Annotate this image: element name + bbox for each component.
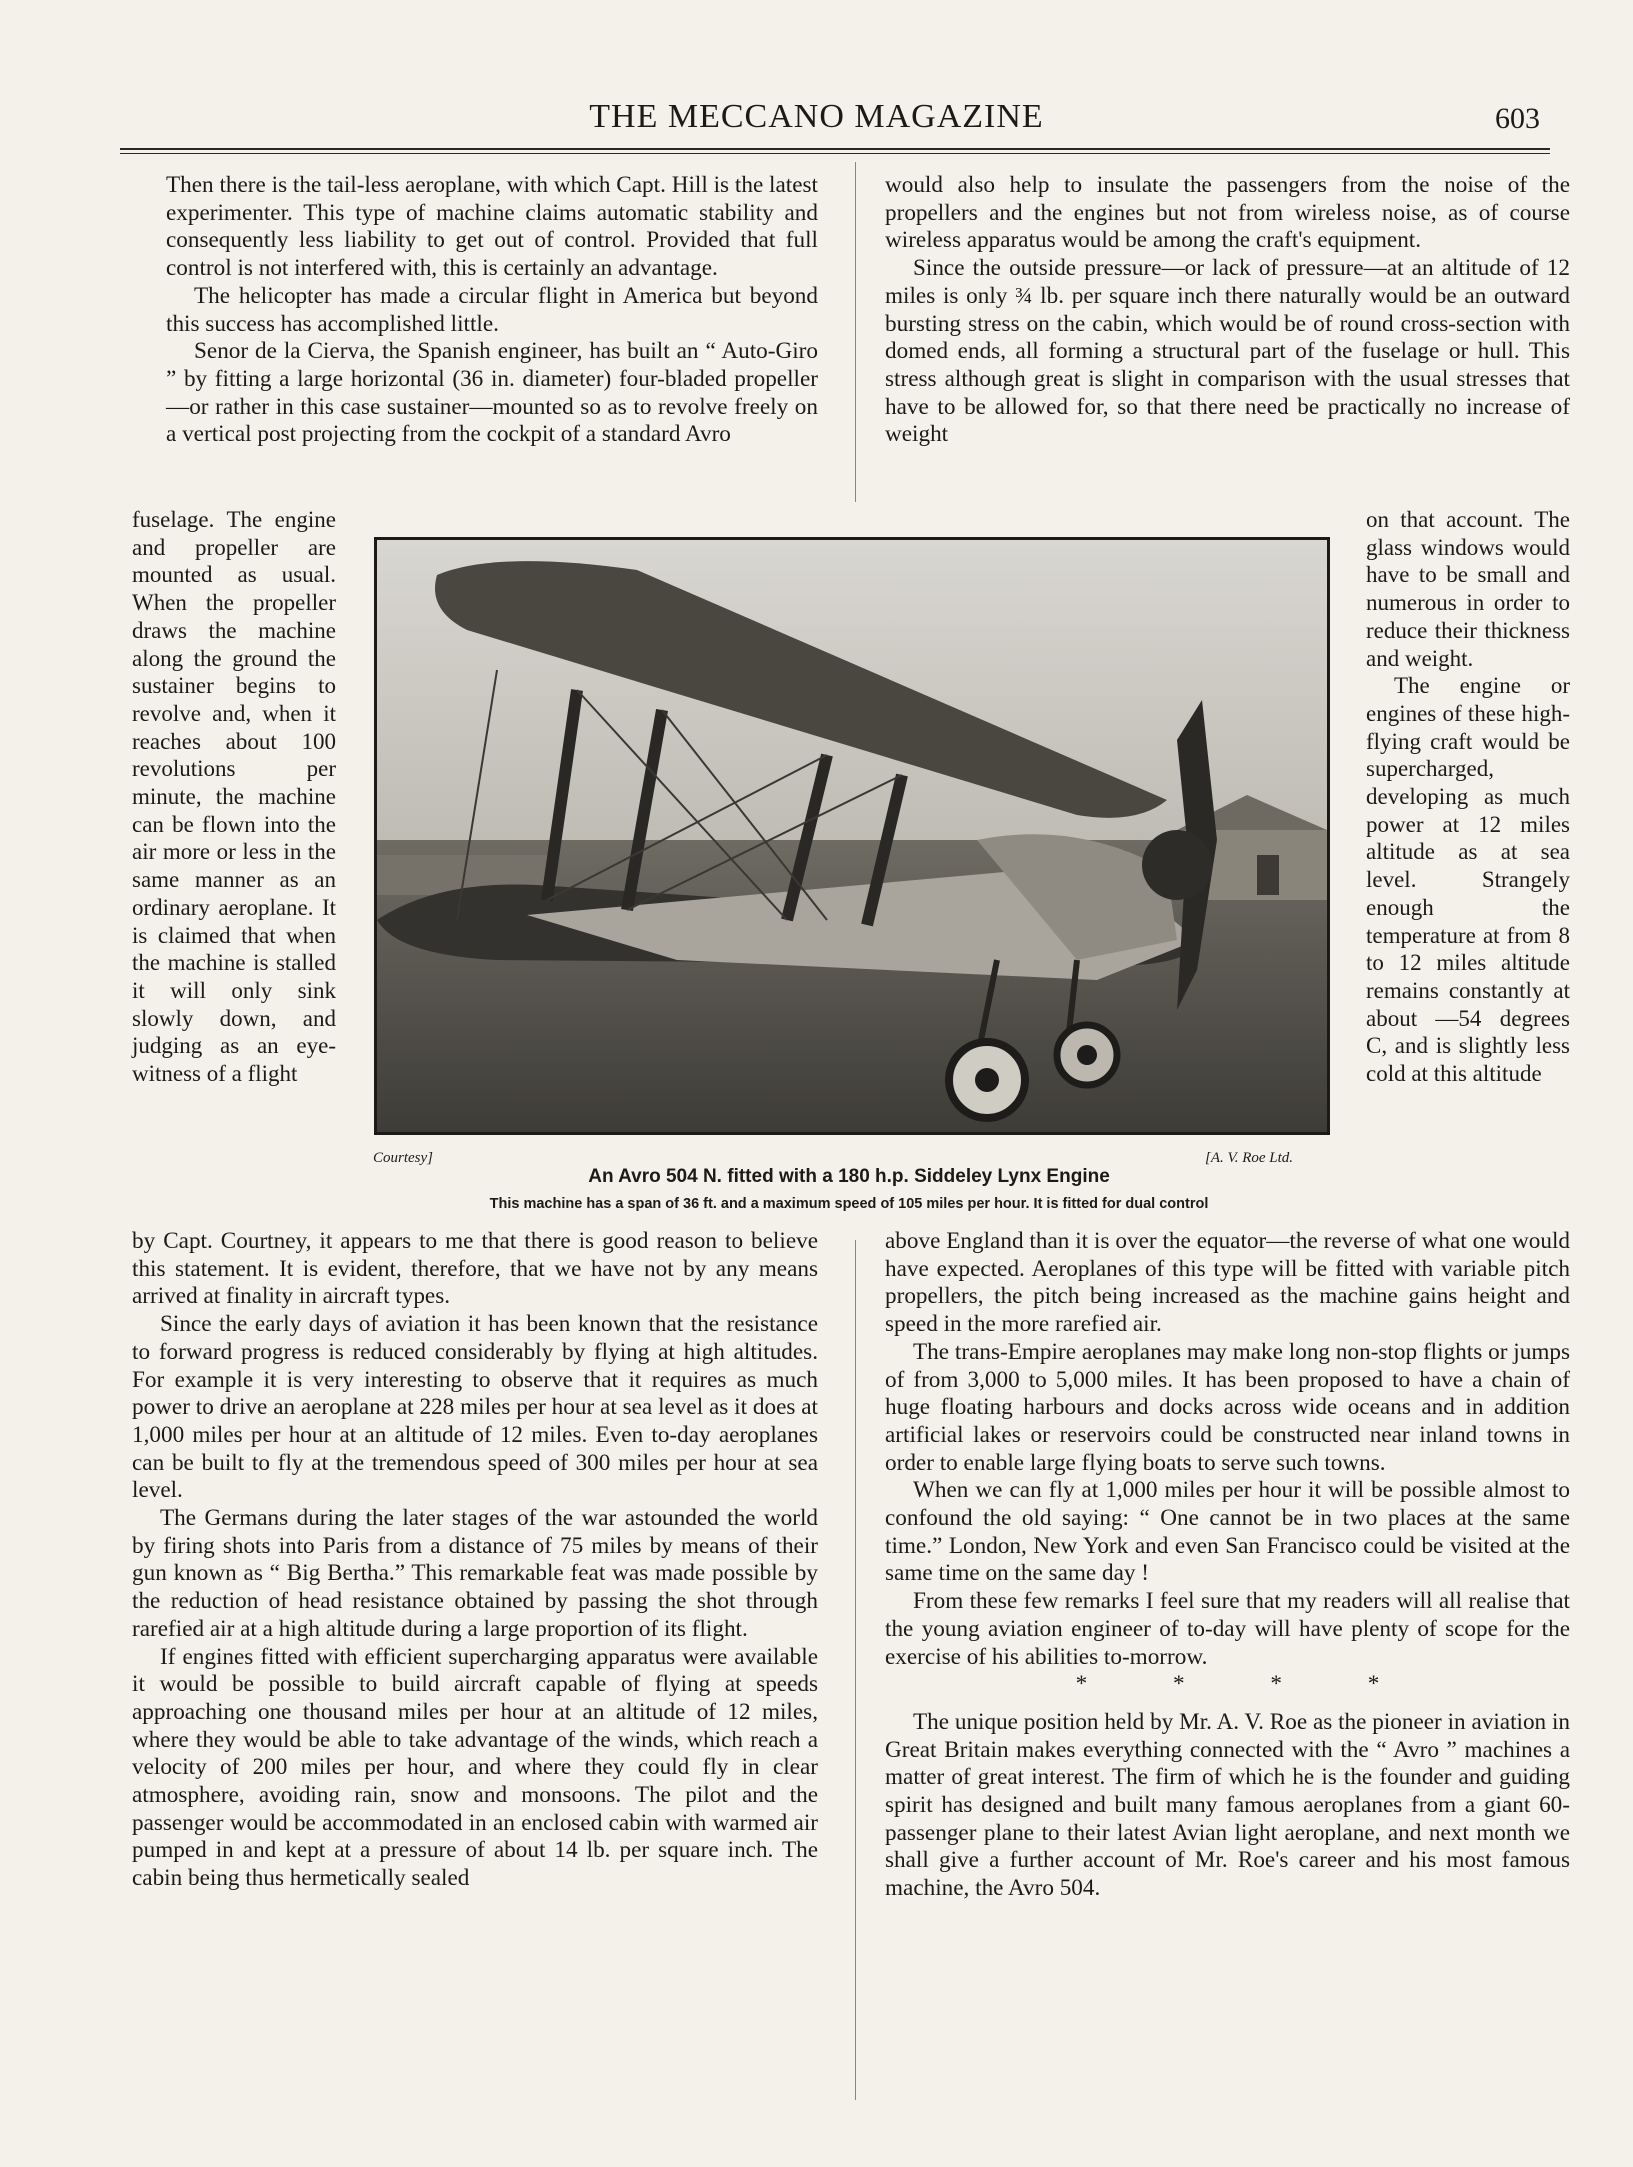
paragraph: When we can fly at 1,000 miles per hour it will be possible almost to confound the old saying: “ One cannot be in two places at the same time.” London, New York and even San Francisco could be visited at the same time on the same day ! — [885, 1477, 1570, 1587]
left-column-top — [166, 172, 818, 449]
paragraph: above England than it is over the equator—the reverse of what one would have expected. Aeroplanes of this type will be fitted with variable pitch propellers, the pitch being increased as the machine gains height and speed in the more rarefied air. — [885, 1228, 1570, 1338]
column-divider — [855, 162, 856, 502]
left-column-bottom — [132, 1228, 818, 1893]
column-divider-lower — [855, 1240, 856, 2100]
paragraph: The helicopter has made a circular flight in America but beyond this success has accomplished little. — [166, 282, 818, 337]
paragraph: Then there is the tail-less aeroplane, with which Capt. Hill is the latest experimenter. This type of machine claims automatic stability and consequently less liability to get out of control. Provided that full control is not interfered with, this is certainly an advantage. — [166, 172, 818, 282]
paragraph: The trans-Empire aeroplanes may make long non-stop flights or jumps of from 3,000 to 5,000 miles. It has been proposed to have a chain of huge floating harbours and docks across wide oceans and in addition artificial lakes or reservoirs could be constructed near inland towns in order to enable large flying boats to serve such towns. — [885, 1338, 1570, 1476]
biplane-photo — [377, 540, 1327, 1132]
left-column-narrow — [132, 506, 336, 1088]
paragraph: Senor de la Cierva, the Spanish engineer, has built an “ Auto-Giro ” by fitting a large horizontal (36 in. diameter) four-bladed propeller—or rather in this case sustainer—mounted so as to revolve freely on a vertical post projecting from the cockpit of a standard Avro — [166, 338, 818, 448]
photo-credit-left: Courtesy] — [373, 1150, 433, 1166]
paragraph: The unique position held by Mr. A. V. Roe as the pioneer in aviation in Great Britain makes everything connected with the “ Avro ” machines a matter of great interest. The firm of which he is the founder and guiding spirit has designed and built many famous aeroplanes from a giant 60-passenger plane to their latest Avian light aeroplane, and next month we shall give a further account of Mr. Roe's career and his most famous machine, the Avro 504. — [885, 1708, 1570, 1902]
paragraph: The Germans during the later stages of the war astounded the world by firing shots into Paris from a distance of 75 miles by means of their gun known as “ Big Bertha.” This remarkable feat was made possible by the reduction of head resistance obtained by passing the shot through rarefied air at a high altitude during a large proportion of its flight. — [132, 1505, 818, 1642]
paragraph: The engine or engines of these high-flying craft would be supercharged, developing as much power at 12 miles altitude as at sea level. Strangely enough the temperature at from 8 to 12 miles altitude remains constantly at about —54 degrees C, and is slightly less cold at this altitude — [1366, 673, 1570, 1087]
header-title: THE MECCANO MAGAZINE — [589, 98, 1044, 135]
right-column-top — [885, 172, 1570, 449]
paragraph: on that account. The glass windows would have to be small and numerous in order to reduce their thickness and weight. — [1366, 507, 1570, 671]
page-number: 603 — [1495, 102, 1540, 135]
right-column-bottom — [885, 1228, 1570, 1903]
right-column-narrow — [1366, 506, 1570, 1088]
header-rule — [120, 148, 1550, 154]
paragraph: fuselage. The engine and propeller are mounted as usual. When the propeller draws the machine along the ground the sustainer begins to revolve and, when it reaches about 100 revolutions per minute, the machine can be flown into the air more or less in the same manner as an ordinary aeroplane. It is claimed that when the machine is stalled it will only sink slowly down, and judging as an eye-witness of a flight — [132, 507, 336, 1087]
paragraph: From these few remarks I feel sure that my readers will all realise that the young aviation engineer of to-day will have plenty of scope for the exercise of his abilities to-morrow. — [885, 1588, 1570, 1670]
paragraph: Since the early days of aviation it has been known that the resistance to forward progress is reduced considerably by flying at high altitudes. For example it is very interesting to observe that it requires as much power to drive an aeroplane at 228 miles per hour at sea level as it does at 1,000 miles per hour at an altitude of 12 miles. Even to-day aeroplanes can be built to fly at the tremendous speed of 300 miles per hour at sea level. — [132, 1311, 818, 1504]
section-separator: * * * * — [1075, 1671, 1420, 1698]
figure-subcaption: This machine has a span of 36 ft. and a maximum speed of 105 miles per hour. It is fitted for dual control — [489, 1196, 1209, 1212]
photo-credit-right: [A. V. Roe Ltd. — [1205, 1150, 1294, 1166]
paragraph: Since the outside pressure—or lack of pressure—at an altitude of 12 miles is only ¾ lb. per square inch there naturally would be an outward bursting stress on the cabin, which would be of round cross-section with domed ends, all forming a structural part of the fuselage or hull. This stress although great is slight in comparison with the usual stresses that have to be allowed for, so that there need be practically no increase of weight — [885, 255, 1570, 448]
paragraph: would also help to insulate the passengers from the noise of the propellers and the engines but not from wireless noise, as of course wireless apparatus would be among the craft's equipment. — [885, 172, 1570, 254]
figure-caption: An Avro 504 N. fitted with a 180 h.p. Siddeley Lynx Engine — [588, 1166, 1110, 1187]
paragraph: by Capt. Courtney, it appears to me that there is good reason to believe this statement. It is evident, therefore, that we have not by any means arrived at finality in aircraft types. — [132, 1228, 818, 1310]
paragraph: If engines fitted with efficient supercharging apparatus were available it would be possible to build aircraft capable of flying at speeds approaching one thousand miles per hour at an altitude of 12 miles, where they would be able to take advantage of the winds, which reach a velocity of 200 miles per hour, and where they could fly in clear atmosphere, avoiding rain, snow and monsoons. The pilot and the passenger would be accommodated in an enclosed cabin with warmed air pumped in and kept at a pressure of about 14 lb. per square inch. The cabin being thus hermetically sealed — [132, 1643, 818, 1892]
figure-photo — [374, 537, 1330, 1135]
